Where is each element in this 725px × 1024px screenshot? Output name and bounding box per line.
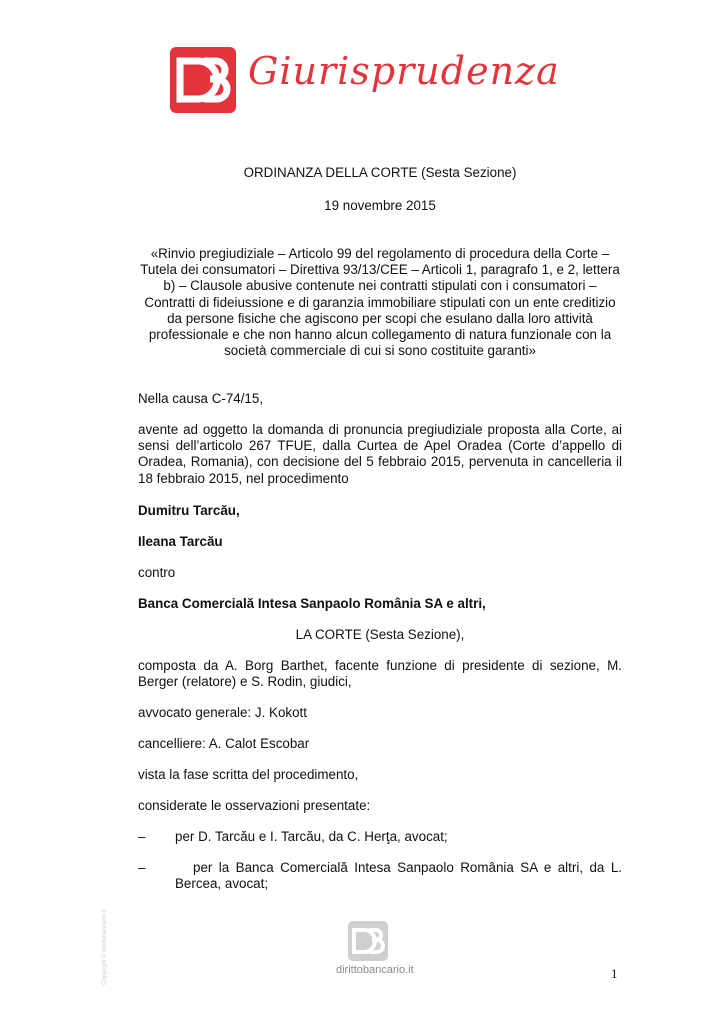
summary-line: Contratti di fideiussione e di garanzia immobiliare stipulati con un ente creditizio [144,294,616,310]
composition-line: Berger (relatore) e S. Rodin, giudici, [138,674,352,690]
header-logo [170,45,570,115]
observation-item [175,829,622,845]
party-3: Banca Comercială Intesa Sanpaolo România SA e altri, [138,596,486,611]
page-number: 1 [611,966,618,981]
composition [138,658,622,690]
observations-intro: considerate le osservazioni presentate: [138,798,371,813]
written-phase: vista la fase scritta del procedimento, [138,767,359,782]
summary [138,246,622,359]
case-number: Nella causa C‑74/15, [138,391,264,406]
party-2: Ileana Tarcău [138,534,223,549]
object-line: Oradea, Romania), con decisione del 5 febbraio 2015, pervenuta in cancelleria il [138,454,622,470]
versus: contro [138,565,176,580]
case-object [138,422,622,487]
copyright-watermark: Copyright © dirittobancario.it [102,909,108,985]
summary-line: «Rinvio pregiudiziale – Articolo 99 del regolamento di procedura della Corte – [150,246,610,261]
advocate-general: avvocato generale: J. Kokott [138,705,307,720]
footer-site: dirittobancario.it [336,964,414,976]
db-logo-icon [170,47,236,113]
observation-line: Bercea, avocat; [175,876,269,892]
summary-line: società commerciale di cui si sono costituite garanti» [224,343,536,359]
list-dash: – [138,860,146,875]
footer-logo [336,921,426,981]
document-date: 19 novembre 2015 [324,198,436,213]
object-line: sensi dell’articolo 267 TFUE, dalla Curtea de Apel Oradea (Corte d’appello di [138,438,622,454]
observation-line: per D. Tarcău e I. Tarcău, da C. Herţa, avocat; [175,829,448,844]
object-line: 18 febbraio 2015, nel procedimento [138,470,349,486]
summary-line: professionale e che non hanno alcun collegamento di natura funzionale con la [148,327,612,343]
object-line: avente ad oggetto la domanda di pronuncia pregiudiziale proposta alla Corte, ai [138,422,622,437]
party-1: Dumitru Tarcău, [138,503,240,518]
summary-line: Tutela dei consumatori – Direttiva 93/13/CEE – Articoli 1, paragrafo 1, e 2, lettera [140,262,620,278]
list-dash: – [138,829,146,844]
logo-text: Giurisprudenza [248,49,560,93]
composition-line: composta da A. Borg Barthet, facente funzione di presidente di sezione, M. [138,658,622,673]
summary-line: b) – Clausole abusive contenute nei contratti stipulati con i consumatori – [163,278,597,294]
document-title: ORDINANZA DELLA CORTE (Sesta Sezione) [243,165,517,180]
court-heading: LA CORTE (Sesta Sezione), [295,627,465,642]
registrar: cancelliere: A. Calot Escobar [138,736,310,751]
observation-line: per la Banca Comercială Intesa Sanpaolo România SA e altri, da L. [193,860,622,875]
db-footer-logo-icon [348,921,388,961]
observation-item [175,860,622,892]
summary-line: da persone fisiche che agiscono per scopi che esulano dalla loro attività [167,310,593,326]
